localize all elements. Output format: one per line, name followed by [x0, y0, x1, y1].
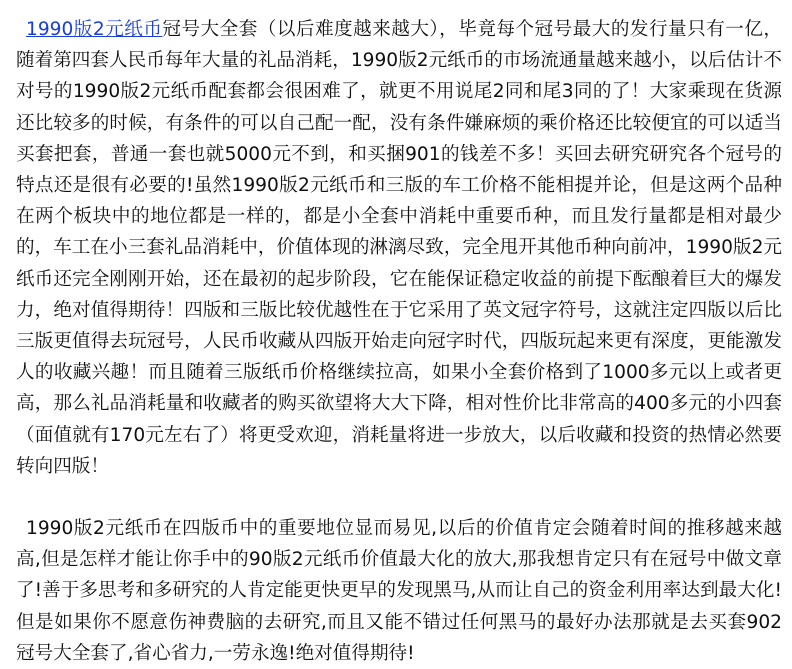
paragraph-2-text: 1990版2元纸币在四版币中的重要地位显而易见,以后的价值肯定会随着时间的推移越来越高,但是怎样才能让你手中的90版2元纸币价值最大化的放大,那我想肯定只有在冠号中做文章了!善于多思考和多研究的人肯定能更快更早的发现黑马,从而让自己的资金利用率达到最大化!但是如果你不愿意伤神费脑的去研究,而且又能不错过任何黑马的最好办法那就是去买套902冠号大全套了,省心省力,一劳永逸!绝对值得期待! [16, 518, 782, 664]
paragraph-1 [16, 14, 782, 482]
paragraph-2 [16, 513, 782, 669]
inline-link-1990-2yuan-note[interactable]: 1990版2元纸币 [26, 19, 163, 40]
paragraph-spacer [16, 482, 782, 513]
paragraph-1-text: 冠号大全套（以后难度越来越大），毕竟每个冠号最大的发行量只有一亿，随着第四套人民币每年大量的礼品消耗，1990版2元纸币的市场流通量越来越小，以后估计不对号的1990版2元纸币配套都会很困难了，就更不用说尾2同和尾3同的了！大家乘现在货源还比较多的时候，有条件的可以自己配一配，没有条件嫌麻烦的乘价格还比较便宜的可以适当买套把套，普通一套也就5000元不到，和买捆901的钱差不多！买回去研究研究各个冠号的特点还是很有必要的!虽然1990版2元纸币和三版的车工价格不能相提并论，但是这两个品种在两个板块中的地位都是一样的，都是小全套中消耗中重要币种，而且发行量都是相对最少的，车工在小三套礼品消耗中，价值体现的淋漓尽致，完全甩开其他币种向前冲，1990版2元纸币还完全刚刚开始，还在最初的起步阶段，它在能保证稳定收益的前提下酝酿着巨大的爆发力，绝对值得期待！四版和三版比较优越性在于它采用了英文冠字符号，这就注定四版以后比三版更值得去玩冠号，人民币收藏从四版开始走向冠字时代，四版玩起来更有深度，更能激发人的收藏兴趣！而且随着三版纸币价格继续拉高，如果小全套价格到了1000多元以上或者更高，那么礼品消耗量和收藏者的购买欲望将大大下降，相对性价比非常高的400多元的小四套（面值就有170元左右了）将更受欢迎，消耗量将进一步放大，以后收藏和投资的热情必然要转向四版！ [16, 19, 783, 477]
